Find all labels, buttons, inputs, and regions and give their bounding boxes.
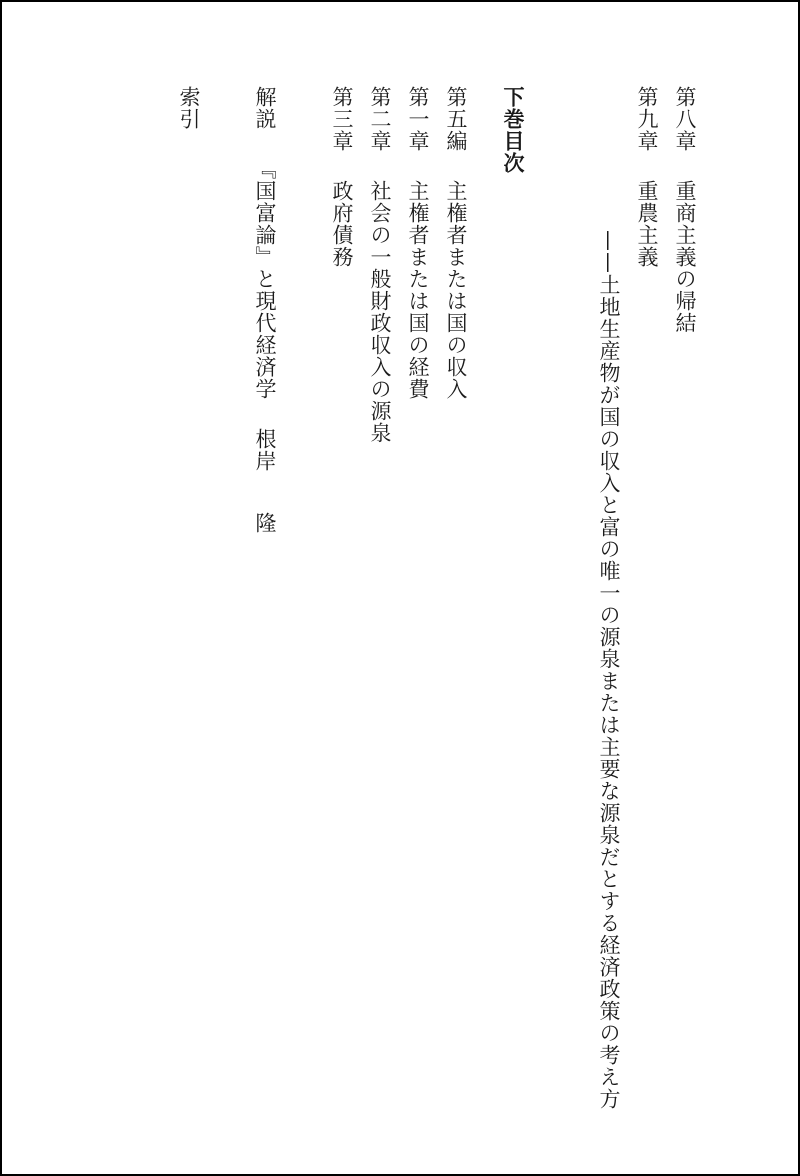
chapter-number: 第九章 xyxy=(635,86,659,152)
commentary-label: 解説 xyxy=(253,86,277,130)
toc-entry-commentary[interactable] xyxy=(254,86,275,534)
toc-entry-chapter-9[interactable] xyxy=(636,86,657,268)
part-title: 主権者または国の収入 xyxy=(444,180,468,400)
chapter-number: 第三章 xyxy=(330,86,354,152)
author-surname: 根岸 xyxy=(253,428,277,472)
lower-volume-heading: 下巻目次 xyxy=(501,86,525,174)
chapter-number: 第二章 xyxy=(368,86,392,152)
toc-entry-index[interactable]: 索引 xyxy=(177,86,201,130)
toc-entry-part5-chapter-1[interactable] xyxy=(407,86,428,400)
chapter-title: 社会の一般財政収入の源泉 xyxy=(368,180,392,444)
chapter-title: 主権者または国の経費 xyxy=(406,180,430,400)
chapter-number: 第八章 xyxy=(673,86,697,152)
toc-entry-part5-chapter-3[interactable] xyxy=(331,86,352,268)
part-number: 第五編 xyxy=(444,86,468,152)
chapter-title: 政府債務 xyxy=(330,180,354,268)
chapter-number: 第一章 xyxy=(406,86,430,152)
toc-entry-part-5[interactable] xyxy=(445,86,466,400)
chapter-title: 重商主義の帰結 xyxy=(673,180,697,334)
toc-entry-part5-chapter-2[interactable] xyxy=(369,86,390,444)
chapter-title: 重農主義 xyxy=(635,180,659,268)
chapter-9-subtitle: ——土地生産物が国の収入と富の唯一の源泉または主要な源泉だとする経済政策の考え方 xyxy=(597,230,621,1110)
toc-entry-chapter-8[interactable] xyxy=(674,86,695,334)
commentary-title: 『国富論』と現代経済学 xyxy=(253,158,277,400)
author-given-name: 隆 xyxy=(253,512,277,534)
